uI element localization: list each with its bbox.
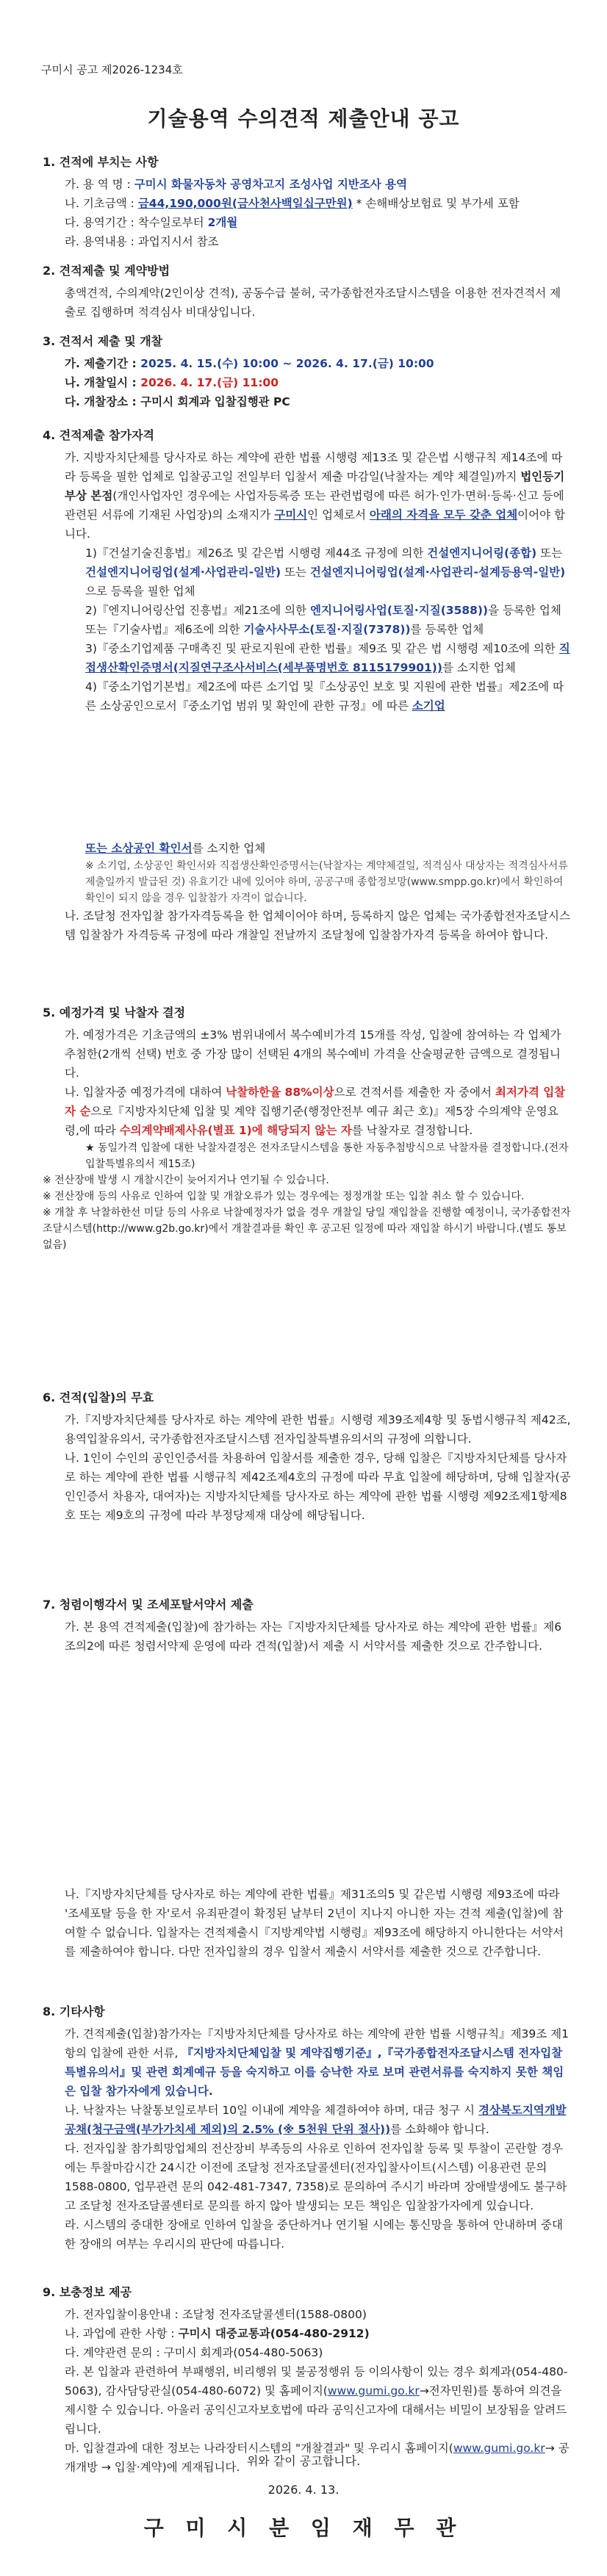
paragraph xyxy=(43,2101,572,2139)
text: 인 업체로서 xyxy=(307,508,366,522)
text: 나. 과업에 관한 사항 : xyxy=(65,2327,175,2340)
paragraph xyxy=(43,1083,572,1140)
text: 를 등록한 업체 xyxy=(410,623,484,636)
list-item xyxy=(43,544,572,601)
text: 건설엔지니어링업(설계·사업관리-설계등용역-일반) xyxy=(309,566,566,579)
text: 으로『지방자치단체 입찰 및 계약 집행기준(행정안전부 예규 최근 호)』제5장 수의계약 운영요령,에 따라 xyxy=(65,1105,558,1137)
paragraph: 다. 전자입찰 참가희망업체의 전산장비 부족등의 사유로 인하여 전자입찰 등록 및 투찰이 곤란할 경우에는 투찰마감시간 24시간 이전에 조달청 전자조달콜센터(전자입찰사이트(시스템) 이용관련 문의 1588-0800, 업무관련 문의 042-481-7347, 7358)로 문의하여 주시기 바라며 장애발생에도 불구하고 조달청 전자조달콜센터로 문의를 하지 않아 발생되는 모든 책임은 입찰참가자에게 있습니다. xyxy=(65,2142,567,2212)
text: 기술사사무소(토질·지질(7378)) xyxy=(243,623,411,636)
item xyxy=(43,354,572,373)
section-title: 2. 견적제출 및 계약방법 xyxy=(43,264,170,278)
text: 경상북도지역개발공채(청구금액(부가가치세 제외)의 2.5% (※ 5천원 단위 절사)) xyxy=(65,2104,567,2136)
text: →전자민원)를 통하여 의견을 제시할 수 있습니다. 아울러 공익신고자보호법에 따라 공익신고자에 대해서는 비밀이 보장됨을 알려드립니다. xyxy=(65,2384,567,2436)
paragraph xyxy=(43,2024,572,2101)
section-7-cont xyxy=(43,1885,572,1961)
item xyxy=(43,373,572,392)
homepage-link[interactable]: www.gumi.go.kr xyxy=(453,2442,545,2455)
text: 또는 xyxy=(284,566,306,579)
text: 으로 등록을 필한 업체 xyxy=(85,585,195,598)
text: 를 소지한 업체 xyxy=(442,661,516,674)
service-name: 구미시 화물자동차 공영차고지 조성사업 지반조사 용역 xyxy=(134,178,408,191)
section-title: 3. 견적서 제출 및 개찰 xyxy=(43,334,163,348)
open-datetime: 2026. 4. 17.(금) 11:00 xyxy=(140,376,279,389)
paragraph: 가. 본 용역 견적제출(입찰)에 참가하는 자는『지방자치단체를 당사자로 하는 계약에 관한 법률』제6조의2에 따른 청렴서약제 운영에 따라 견적(입찰)서 제출 시 서약서를 제출한 것으로 간주합니다. xyxy=(65,1620,562,1653)
text: 직접생산확인증명서(지질연구조사서비스(세부품명번호 8115179901)) xyxy=(85,642,570,674)
note: ※ 전산장애 등의 사유로 인하여 입찰 및 개찰오류가 있는 경우에는 정정개찰 또는 입찰 취소 할 수 있습니다. xyxy=(43,1191,525,1202)
section-title: 9. 보충정보 제공 xyxy=(43,2285,132,2299)
text: 를 낙찰자로 결정합니다. xyxy=(351,1124,473,1137)
text: 마. 입찰결과에 대한 정보는 나라장터시스템의 "개찰결과" 및 우리시 홈페이지( xyxy=(65,2442,453,2455)
text: 또는 xyxy=(540,546,563,560)
base-amount: 금44,190,000원(금사천사백일십구만원) xyxy=(137,197,353,210)
list-item xyxy=(43,839,572,858)
note: ※ 개찰 후 낙찰하한선 미달 등의 사유로 낙찰예정자가 없을 경우 개찰일 당일 재입찰을 진행할 예정이니, 국가종합전자조달시스템(http://www.g2b.go.kr)에서 개찰결과를 확인 후 공고된 일정에 따라 재입찰 하시기 바랍니다.(별도 통보 없음) xyxy=(43,1207,571,1251)
section-title: 8. 기타사항 xyxy=(43,2005,105,2018)
section-1 xyxy=(43,153,572,251)
text: 구미시 xyxy=(274,508,308,522)
section-3 xyxy=(43,332,572,411)
text: 수의계약배제사유(별표 1)에 해당되지 않는 자 xyxy=(119,1124,352,1137)
item xyxy=(43,175,572,194)
section-title: 4. 견적제출 참가자격 xyxy=(43,428,154,442)
section-4 xyxy=(43,426,572,715)
section-2 xyxy=(43,261,572,322)
text: 소기업 xyxy=(412,699,445,712)
text: 건설엔지니어링업(설계·사업관리-일반) xyxy=(85,566,281,579)
paragraph: 라. 시스템의 중대한 장애로 인하여 입찰을 중단하거나 연기될 시에는 통신망을 통하여 안내하며 중대한 장애의 여부는 우리시의 판단에 따릅니다. xyxy=(65,2218,563,2251)
page-title: 기술용역 수의견적 제출안내 공고 xyxy=(147,107,460,131)
text: → 공개개방 → 입찰·계약)에 게재됩니다. xyxy=(65,2442,570,2474)
notice-date: 2026. 4. 13. xyxy=(267,2483,340,2497)
section-title: 7. 청렴이행각서 및 조세포탈서약서 제출 xyxy=(43,1598,254,1612)
section-title: 6. 견적(입찰)의 무효 xyxy=(43,1390,154,1404)
label: 다. 용역기간 : 착수일로부터 xyxy=(65,216,204,229)
paragraph: 가. 예정가격은 기초금액의 ±3% 범위내에서 복수예비가격 15개를 작성, 입찰에 참여하는 각 업체가 추첨한(2개씩 선택) 번호 중 가장 많이 선택된 4개의 복수예비 가격을 산술평균한 금액으로 결정됩니다. xyxy=(65,1028,561,1080)
text: 3)『중소기업제품 구매촉진 및 판로지원에 관한 법률』제9조 및 같은 법 시행령 제10조에 의한 xyxy=(85,642,556,655)
text: 최저가격 입찰자 순 xyxy=(65,1086,566,1118)
item: 다. 개찰장소 : 구미시 회계과 입찰집행관 PC xyxy=(65,395,290,408)
note: ★ 동일가격 입찰에 대한 낙찰자결정은 전자조달시스템을 통한 자동추첨방식으로 낙찰자를 결정합니다.(전자입찰특별유의서 제15조) xyxy=(85,1142,569,1170)
text: 법인등기부상 본점 xyxy=(65,470,565,502)
note: ※ 소기업, 소상공인 확인서와 직접생산확인증명서는(낙찰자는 계약체결일, 적격심사 대상자는 적격심사서류 제출일까지 발급된 것) 유효기간 내에 있어야 하며, 공공구매 종합정보망(www.smpp.go.kr)에서 확인하여 확인이 되지 않을 경우 입찰참가 자격이 없습니다. xyxy=(85,860,568,904)
label: 나. 기초금액 : xyxy=(65,197,134,210)
text: 2)『엔지니어링산업 진흥법』제21조에 의한 xyxy=(85,604,307,617)
paragraph: 나. 1인이 수인의 공인인증서를 차용하여 입찰서를 제출한 경우, 당해 입찰은『지방자치단체를 당사자로 하는 계약에 관한 법률 시행규칙 제42조제4호의 규정에 따라 무효 입찰에 해당하며, 당해 입찰자(공인인증서 차용자, 대여자)는 지방자치단체를 당사자로 하는 계약에 관한 법률 시행령 제92조제1항제8호 또는 제9호의 규정에 따라 부정당제재 대상에 해당됩니다. xyxy=(65,1451,571,1522)
text: 낙찰하한율 88%이상 xyxy=(226,1086,334,1099)
submit-period: 2025. 4. 15.(수) 10:00 ~ 2026. 4. 17.(금) 10:00 xyxy=(140,357,434,370)
paragraph: 나. 조달청 전자입찰 참가자격등록을 한 업체이어야 하며, 등록하지 않은 업체는 국가종합전자조달시스템 입찰참가 자격등록 규정에 따라 개찰일 전날까지 조달청에 입찰참가자격 등록을 하여야 합니다. xyxy=(65,909,570,942)
text: 이어야 합니다. xyxy=(65,508,565,541)
list-item xyxy=(43,677,572,715)
text: 를 소지한 업체 xyxy=(192,842,266,855)
paragraph: 다. 계약관련 문의 : 구미시 회계과(054-480-5063) xyxy=(65,2346,323,2359)
text: 가. 견적제출(입찰)참가자는『지방자치단체를 당사자로 하는 계약에 관한 법률 시행규칙』제39조 제1항의 입찰에 관한 서류, xyxy=(65,2027,569,2060)
text: 건설엔지니어링(종합) xyxy=(427,546,537,560)
text: 『지방자치단체입찰 및 계약집행기준』,『국가종합전자조달시스템 전자입찰 특별유의서』및 관련 회계예규 등을 숙지하고 이를 승낙한 자로 보며 관련서류를 숙지하지 못한 책임은 입찰 참가자에게 있습니다. xyxy=(65,2046,564,2098)
paragraph: 총액견적, 수의계약(2인이상 견적), 공동수급 불허, 국가종합전자조달시스템을 이용한 전자견적서 제출로 집행하며 적격심사 비대상입니다. xyxy=(65,286,561,319)
text: (개인사업자인 경우에는 사업자등록증 또는 관련법령에 따른 허가·인가·면허·등록·신고 등에 관련된 서류에 기재된 사업장)의 소재지가 xyxy=(65,489,564,522)
issuing-office: 구 미 시 분 임 재 무 관 xyxy=(143,2516,464,2540)
text: 4)『중소기업기본법』제2조에 따른 소기업 및『소상공인 보호 및 지원에 관한 법률』제2조에 따른 소상공인으로서『중소기업 범위 및 확인에 관한 규정』에 따른 xyxy=(85,680,564,712)
item xyxy=(43,194,572,213)
service-period: 2개월 xyxy=(207,216,238,229)
text: 를 소화해야 합니다. xyxy=(390,2123,489,2136)
label: 가. 용 역 명 : xyxy=(65,178,131,191)
amount-note: * 손해배상보험료 및 부가세 포함 xyxy=(356,197,520,210)
text: 으로 견적서를 제출한 자 중에서 xyxy=(334,1086,492,1099)
notice-number: 구미시 공고 제2026-1234호 xyxy=(41,63,183,76)
section-6 xyxy=(43,1388,572,1525)
section-9 xyxy=(43,2283,572,2477)
section-8 xyxy=(43,2002,572,2254)
section-title: 1. 견적에 부치는 사항 xyxy=(43,155,159,169)
section-4-cont xyxy=(43,839,572,945)
text: 라. 본 입찰과 관련하여 부패행위, 비리행위 및 불공정행위 등 이의사항이 있는 경우 회계과(054-480-5063), 감사담당관실(054-480-6072) 및 홈페이지( xyxy=(65,2365,568,2398)
text: 또는 소상공인 확인서 xyxy=(85,842,193,855)
list-item xyxy=(43,639,572,677)
closing-text: 위와 같이 공고합니다. xyxy=(246,2454,361,2468)
paragraph: 가. 전자입찰이용안내 : 조달청 전자조달콜센터(1588-0800) xyxy=(65,2308,367,2321)
label: 나. 개찰일시 : xyxy=(65,376,137,389)
text: 구미시 대중교통과(054-480-2912) xyxy=(178,2327,370,2340)
text: 가. 지방자치단체를 당사자로 하는 계약에 관한 법률 시행령 제13조 및 같은법 시행규칙 제14조에 따라 등록을 필한 업체로 입찰공고일 전일부터 입찰서 제출 마감일(낙찰자는 계약 체결일)까지 xyxy=(65,451,563,483)
paragraph xyxy=(43,2362,572,2439)
paragraph xyxy=(43,2324,572,2343)
section-title: 5. 예정가격 및 낙찰자 결정 xyxy=(43,1006,186,1020)
text: 을 등록한 업체 또는『기술사법』제6조에 의한 xyxy=(85,604,561,636)
section-7 xyxy=(43,1595,572,1656)
homepage-link[interactable]: www.gumi.go.kr xyxy=(327,2384,420,2398)
text: 엔지니어링사업(토질·지질(3588)) xyxy=(310,604,489,617)
section-5 xyxy=(43,1003,572,1253)
text: 나. 낙찰자는 낙찰통보일로부터 10일 이내에 계약을 체결하여야 하며, 대금 청구 시 xyxy=(65,2104,475,2117)
label: 가. 제출기간 : xyxy=(65,357,137,370)
text: 나. 입찰자중 예정가격에 대하여 xyxy=(65,1086,223,1099)
text: 1)『건설기술진흥법』제26조 및 같은법 시행령 제44조 규정에 의한 xyxy=(85,546,424,560)
text: 아래의 자격을 모두 갖춘 업체 xyxy=(369,508,518,522)
paragraph xyxy=(43,448,572,544)
list-item xyxy=(43,601,572,639)
note: ※ 전산장애 발생 시 개찰시간이 늦어지거나 연기될 수 있습니다. xyxy=(43,1175,329,1186)
item: 라. 용역내용 : 과업지시서 참조 xyxy=(65,235,219,248)
item xyxy=(43,213,572,232)
paragraph: 가.『지방자치단체를 당사자로 하는 계약에 관한 법률』시행령 제39조제4항 및 동법시행규칙 제42조, 용역입찰유의서, 국가종합전자조달시스템 전자입찰특별유의서의 규정에 의합니다. xyxy=(65,1413,571,1446)
paragraph: 나.『지방자치단체를 당사자로 하는 계약에 관한 법률』제31조의5 및 같은법 시행령 제93조에 따라 '조세포탈 등을 한 자'로서 유죄판결이 확정된 날부터 2년이 지나지 아니한 자는 견적 제출(입찰)에 참여할 수 없습니다. 입찰자는 견적제출시『지방계약법 시행령』제93조에 해당하지 아니한다는 서약서를 제출하여야 합니다. 다만 전자입찰의 경우 입찰서 제출시 서약서를 제출한 것으로 간주합니다. xyxy=(65,1888,564,1958)
